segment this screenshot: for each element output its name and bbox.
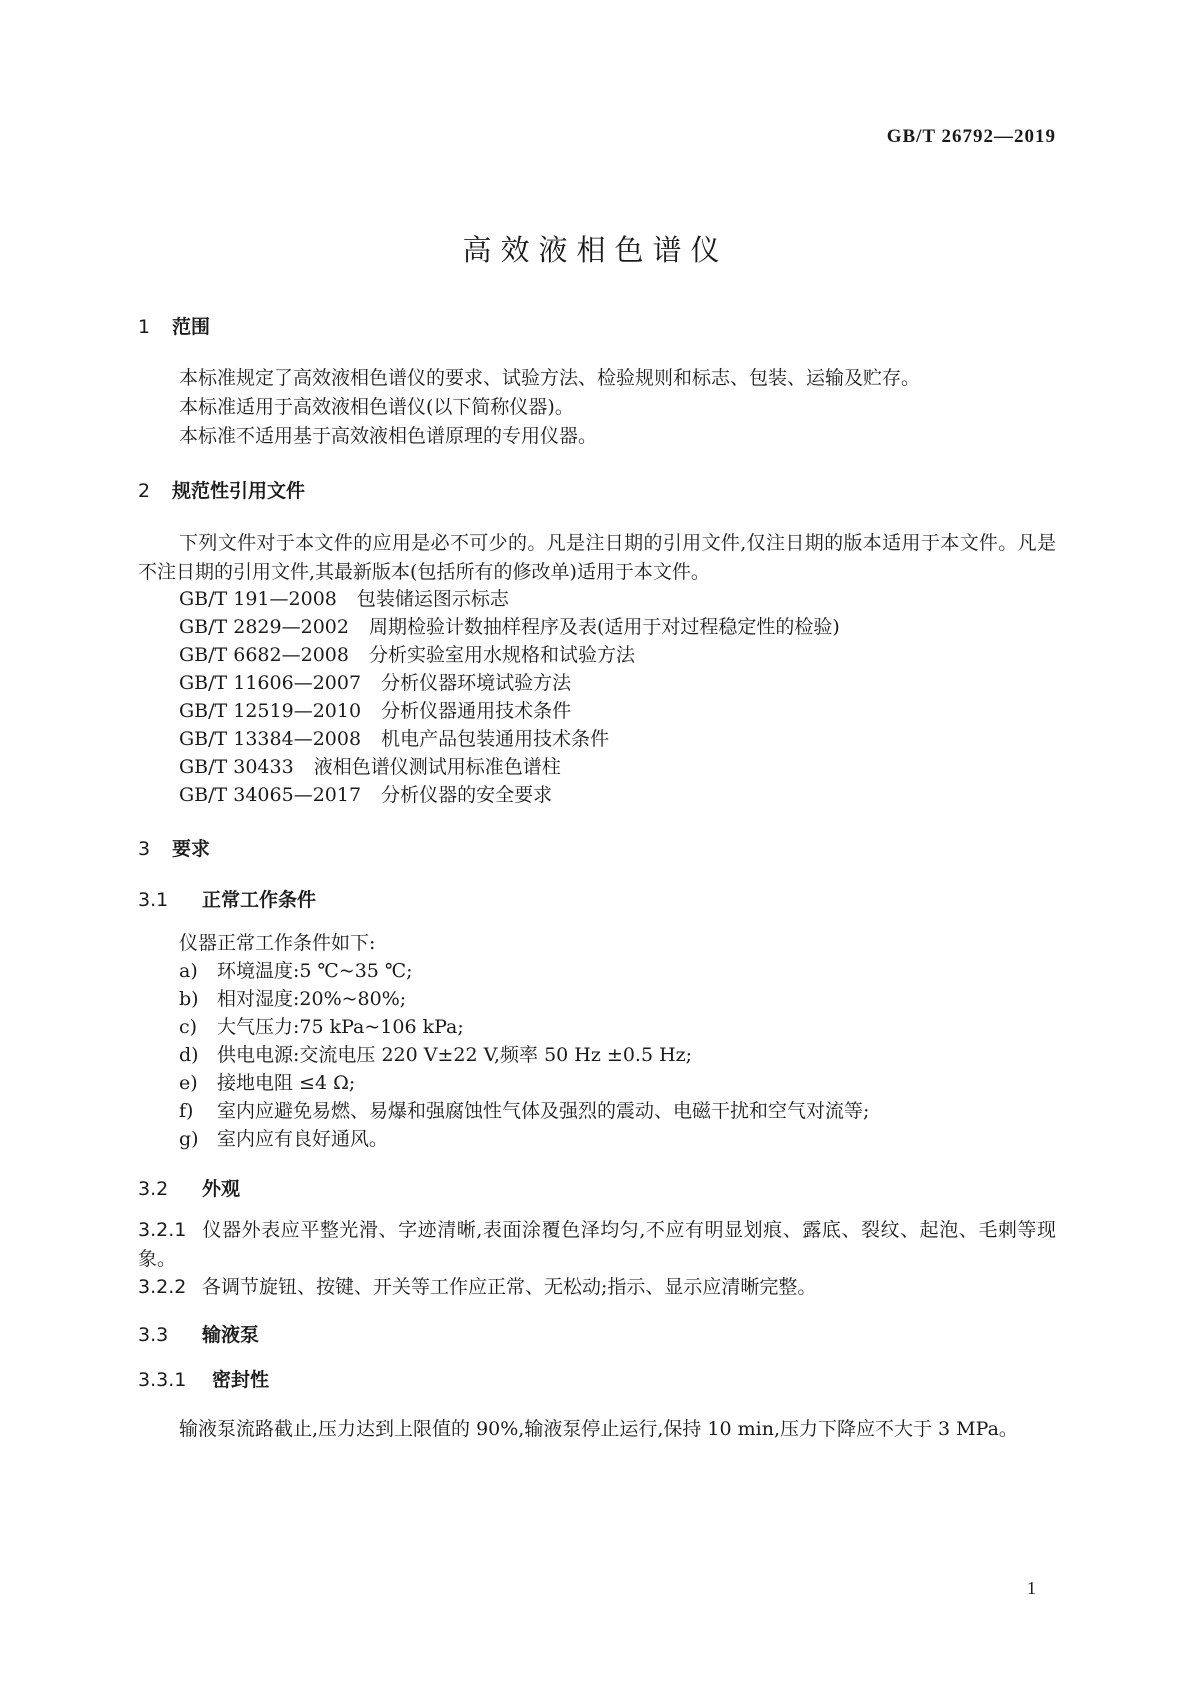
section-2-intro: 下列文件对于本文件的应用是必不可少的。凡是注日期的引用文件,仅注日期的版本适用于本文件。凡是不注日期的引用文件,其最新版本(包括所有的修改单)适用于本文件。: [138, 532, 1056, 583]
list-text: 室内应避免易燃、易爆和强腐蚀性气体及强烈的震动、电磁干扰和空气对流等;: [217, 1100, 870, 1122]
reference-item: [179, 725, 609, 754]
section-2-heading: [138, 476, 305, 503]
reference-title: 机电产品包装通用技术条件: [381, 728, 610, 750]
subsection-number: 3.3.1: [138, 1369, 187, 1391]
reference-title: 周期检验计数抽样程序及表(适用于对过程稳定性的检验): [368, 616, 840, 638]
reference-code: GB/T 30433: [179, 756, 294, 778]
clause-3-3-1-text: 输液泵流路截止,压力达到上限值的 90%,输液泵停止运行,保持 10 min,压力下降应不大于 3 MPa。: [179, 1418, 1018, 1440]
section-3-heading: [138, 834, 210, 861]
section-title: 要求: [172, 838, 211, 860]
list-item: [179, 1097, 869, 1126]
list-text: 环境温度:5 ℃~35 ℃;: [217, 960, 413, 982]
paragraph: 本标准不适用基于高效液相色谱原理的专用仪器。: [179, 425, 598, 447]
subsection-intro: 仪器正常工作条件如下:: [179, 932, 376, 954]
reference-code: GB/T 13384—2008: [179, 728, 362, 750]
list-item: [179, 985, 406, 1014]
reference-code: GB/T 6682—2008: [179, 644, 349, 666]
list-marker: d): [179, 1044, 199, 1066]
reference-item: [179, 781, 552, 810]
subsection-title: 输液泵: [202, 1324, 260, 1346]
clause-number: 3.2.1: [138, 1219, 187, 1241]
reference-code: GB/T 11606—2007: [179, 672, 362, 694]
paragraph: 本标准规定了高效液相色谱仪的要求、试验方法、检验规则和标志、包装、运输及贮存。: [179, 367, 921, 389]
list-marker: e): [179, 1072, 198, 1094]
section-title: 范围: [172, 316, 211, 338]
section-number: 2: [138, 480, 151, 502]
list-marker: c): [179, 1016, 198, 1038]
list-text: 相对湿度:20%~80%;: [217, 988, 407, 1010]
subsection-3-3-1-heading: [138, 1365, 269, 1392]
list-item: [179, 1013, 464, 1042]
list-text: 接地电阻 ≤4 Ω;: [217, 1072, 356, 1094]
reference-code: GB/T 2829—2002: [179, 616, 349, 638]
list-marker: b): [179, 988, 199, 1010]
clause-number: 3.2.2: [138, 1276, 187, 1298]
subsection-title: 外观: [202, 1178, 241, 1200]
subsection-3-3-heading: [138, 1320, 259, 1347]
clause-text: 仪器外表应平整光滑、字迹清晰,表面涂覆色泽均匀,不应有明显划痕、露底、裂纹、起泡、毛刺等现象。: [138, 1219, 1056, 1270]
reference-title: 分析实验室用水规格和试验方法: [368, 644, 635, 666]
reference-item: [179, 697, 571, 726]
section-number: 1: [138, 316, 151, 338]
reference-item: [179, 641, 635, 670]
clause-text: 各调节旋钮、按键、开关等工作应正常、无松动;指示、显示应清晰完整。: [202, 1276, 817, 1298]
list-marker: f): [179, 1100, 194, 1122]
reference-item: [179, 669, 571, 698]
list-text: 大气压力:75 kPa~106 kPa;: [217, 1016, 464, 1038]
standard-code: GB/T 26792—2019: [886, 126, 1056, 147]
subsection-3-1-heading: [138, 885, 316, 912]
list-marker: g): [179, 1128, 199, 1150]
list-item: [179, 1125, 388, 1154]
subsection-3-2-heading: [138, 1174, 240, 1201]
section-number: 3: [138, 838, 151, 860]
reference-title: 分析仪器的安全要求: [381, 784, 553, 806]
list-item: [179, 1041, 692, 1070]
reference-title: 分析仪器通用技术条件: [381, 700, 572, 722]
list-item: [179, 957, 413, 986]
reference-code: GB/T 12519—2010: [179, 700, 362, 722]
section-1-heading: [138, 312, 210, 339]
subsection-title: 正常工作条件: [202, 889, 317, 911]
reference-title: 包装储运图示标志: [356, 588, 509, 610]
reference-title: 分析仪器环境试验方法: [381, 672, 572, 694]
reference-item: [179, 585, 509, 614]
list-text: 供电电源:交流电压 220 V±22 V,频率 50 Hz ±0.5 Hz;: [217, 1044, 693, 1066]
paragraph: 本标准适用于高效液相色谱仪(以下简称仪器)。: [179, 396, 574, 418]
clause-3-2-1: [138, 1216, 1056, 1274]
list-text: 室内应有良好通风。: [217, 1128, 389, 1150]
clause-3-2-2: [138, 1273, 1056, 1302]
section-title: 规范性引用文件: [172, 480, 306, 502]
list-item: [179, 1069, 355, 1098]
list-marker: a): [179, 960, 198, 982]
subsection-number: 3.2: [138, 1178, 169, 1200]
reference-title: 液相色谱仪测试用标准色谱柱: [313, 756, 561, 778]
document-title: 高效液相色谱仪: [462, 233, 729, 267]
reference-item: [179, 753, 561, 782]
subsection-number: 3.1: [138, 889, 169, 911]
reference-code: GB/T 34065—2017: [179, 784, 362, 806]
subsection-title: 密封性: [212, 1369, 270, 1391]
page-number: 1: [1027, 1578, 1036, 1598]
subsection-number: 3.3: [138, 1324, 169, 1346]
reference-item: [179, 613, 840, 642]
reference-code: GB/T 191—2008: [179, 588, 337, 610]
